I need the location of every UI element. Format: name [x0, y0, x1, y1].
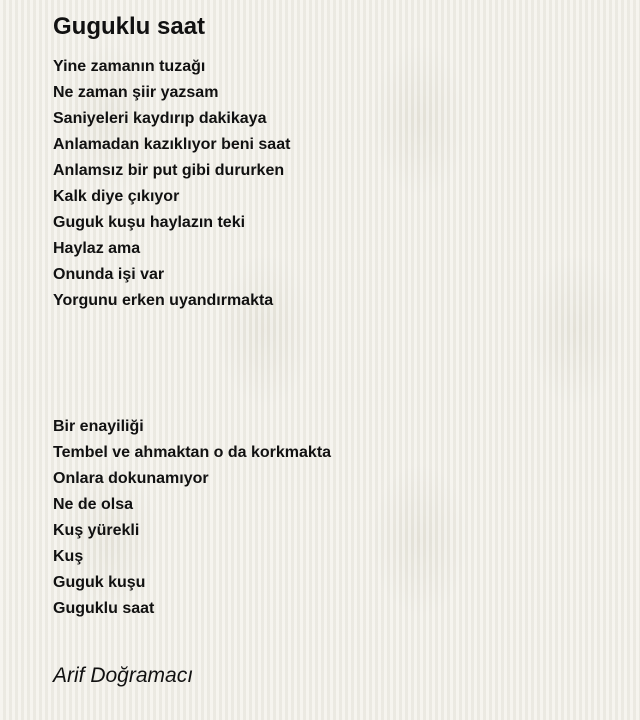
stanza-1 — [53, 54, 620, 314]
poem-line: Anlamadan kazıklıyor beni saat — [53, 136, 291, 153]
poem-line: Kuş — [53, 548, 84, 565]
poem-page — [53, 10, 620, 690]
poem-line: Tembel ve ahmaktan o da korkmakta — [53, 444, 332, 461]
poem-line: Ne zaman şiir yazsam — [53, 84, 219, 101]
poem-line: Guguk kuşu haylazın teki — [53, 214, 246, 231]
poem-line: Bir enayiliği — [53, 418, 144, 435]
poem-line: Onunda işi var — [53, 266, 165, 283]
poem-line: Ne de olsa — [53, 496, 134, 513]
poem-title: Guguklu saat — [53, 13, 206, 40]
poem-line: Anlamsız bir put gibi dururken — [53, 162, 285, 179]
poem-line: Yine zamanın tuzağı — [53, 58, 206, 75]
poem-line: Guguk kuşu — [53, 574, 146, 591]
poem-line: Guguklu saat — [53, 600, 155, 617]
poem-line: Kuş yürekli — [53, 522, 140, 539]
poem-line: Onlara dokunamıyor — [53, 470, 209, 487]
poem-line: Saniyeleri kaydırıp dakikaya — [53, 110, 267, 127]
poem-line: Yorgunu erken uyandırmakta — [53, 292, 274, 309]
stanza-2 — [53, 414, 620, 622]
poem-line: Haylaz ama — [53, 240, 141, 257]
poem-line: Kalk diye çıkıyor — [53, 188, 180, 205]
poem-author: Arif Doğramacı — [53, 664, 194, 687]
